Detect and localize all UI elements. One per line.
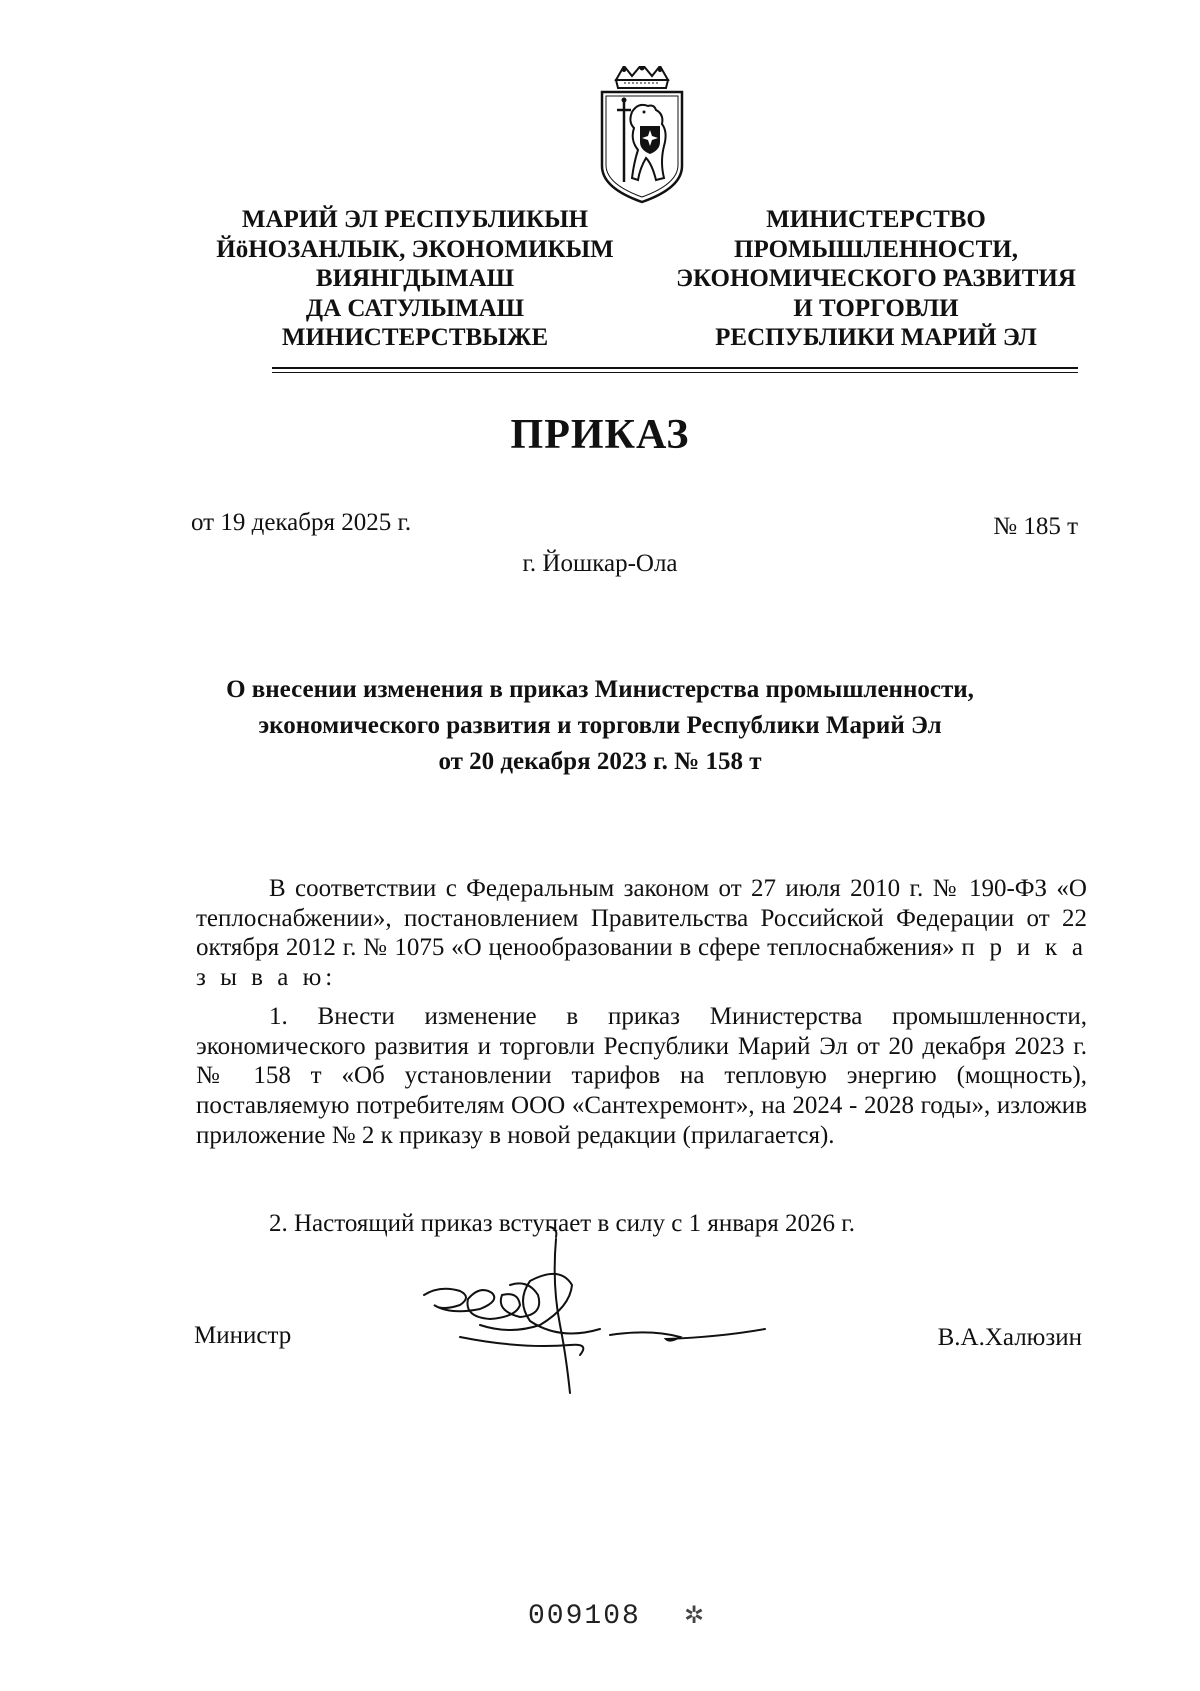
header-right-line: ПРОМЫШЛЕННОСТИ, xyxy=(734,235,1018,263)
header-divider-thin xyxy=(272,372,1078,373)
header-left-block xyxy=(170,205,660,353)
header-left-line: ЙӧНОЗАНЛЫК, ЭКОНОМИКЫМ xyxy=(216,235,614,263)
header-divider-thick xyxy=(272,367,1078,369)
header-right-block xyxy=(656,205,1096,353)
order-word: п р и к а з ы в а ю: xyxy=(196,934,1088,992)
header-right-line: МИНИСТЕРСТВО xyxy=(766,206,986,233)
document-number: № 185 т xyxy=(993,513,1078,540)
document-city: г. Йошкар-Ола xyxy=(522,550,678,577)
document-date: от 19 декабря 2025 г. xyxy=(191,509,412,536)
signatory-name: В.А.Халюзин xyxy=(937,1324,1082,1351)
order-item-2: 2. Настоящий приказ вступает в силу с 1 января 2026 г. xyxy=(269,1210,855,1237)
header-right-line: ЭКОНОМИЧЕСКОГО РАЗВИТИЯ xyxy=(676,265,1076,292)
header-left-line: ДА САТУЛЫМАШ xyxy=(305,294,525,322)
header-left-line: МАРИЙ ЭЛ РЕСПУБЛИКЫН xyxy=(241,206,589,233)
preamble-paragraph xyxy=(196,874,1087,993)
subject-line: О внесении изменения в приказ Министерства промышленности, xyxy=(226,676,974,703)
order-item-1: 1. Внести изменение в приказ Министерства промышленности, экономического развития и торговли Республики Марий Эл от 20 декабря 2023 г. № 158 т «Об установлении тарифов на тепловую энергию (мощность), поставляемую потребителям ООО «Сантехремонт», на 2024 - 2028 годы», изложив приложение № 2 к приказу в новой редакции (прилагается). xyxy=(196,1003,1087,1149)
asterisk-mark-icon: ✲ xyxy=(684,1603,705,1629)
handwritten-signature-icon xyxy=(420,1225,840,1395)
document-serial-number: 009108 xyxy=(528,1601,641,1632)
document-title: ПРИКАЗ xyxy=(510,412,690,458)
preamble-text: В соответствии с Федеральным законом от 27 июля 2010 г. № 190-ФЗ «О теплоснабжении», постановлением Правительства Российской Федерации от 22 октября 2012 г. № 1075 «О ценообразовании в сфере теплоснабжения» xyxy=(196,875,1087,962)
header-left-line: МИНИСТЕРСТВЫЖЕ xyxy=(281,324,549,351)
subject-line: от 20 декабря 2023 г. № 158 т xyxy=(438,748,762,775)
header-right-line: РЕСПУБЛИКИ МАРИЙ ЭЛ xyxy=(715,324,1037,351)
document-subject xyxy=(150,672,1050,780)
coat-of-arms-icon xyxy=(594,66,690,206)
header-left-line: ВИЯНГДЫМАШ xyxy=(315,265,515,292)
signatory-role: Министр xyxy=(194,1322,292,1349)
header-right-line: И ТОРГОВЛИ xyxy=(793,294,959,322)
subject-line: экономического развития и торговли Республики Марий Эл xyxy=(258,712,942,739)
